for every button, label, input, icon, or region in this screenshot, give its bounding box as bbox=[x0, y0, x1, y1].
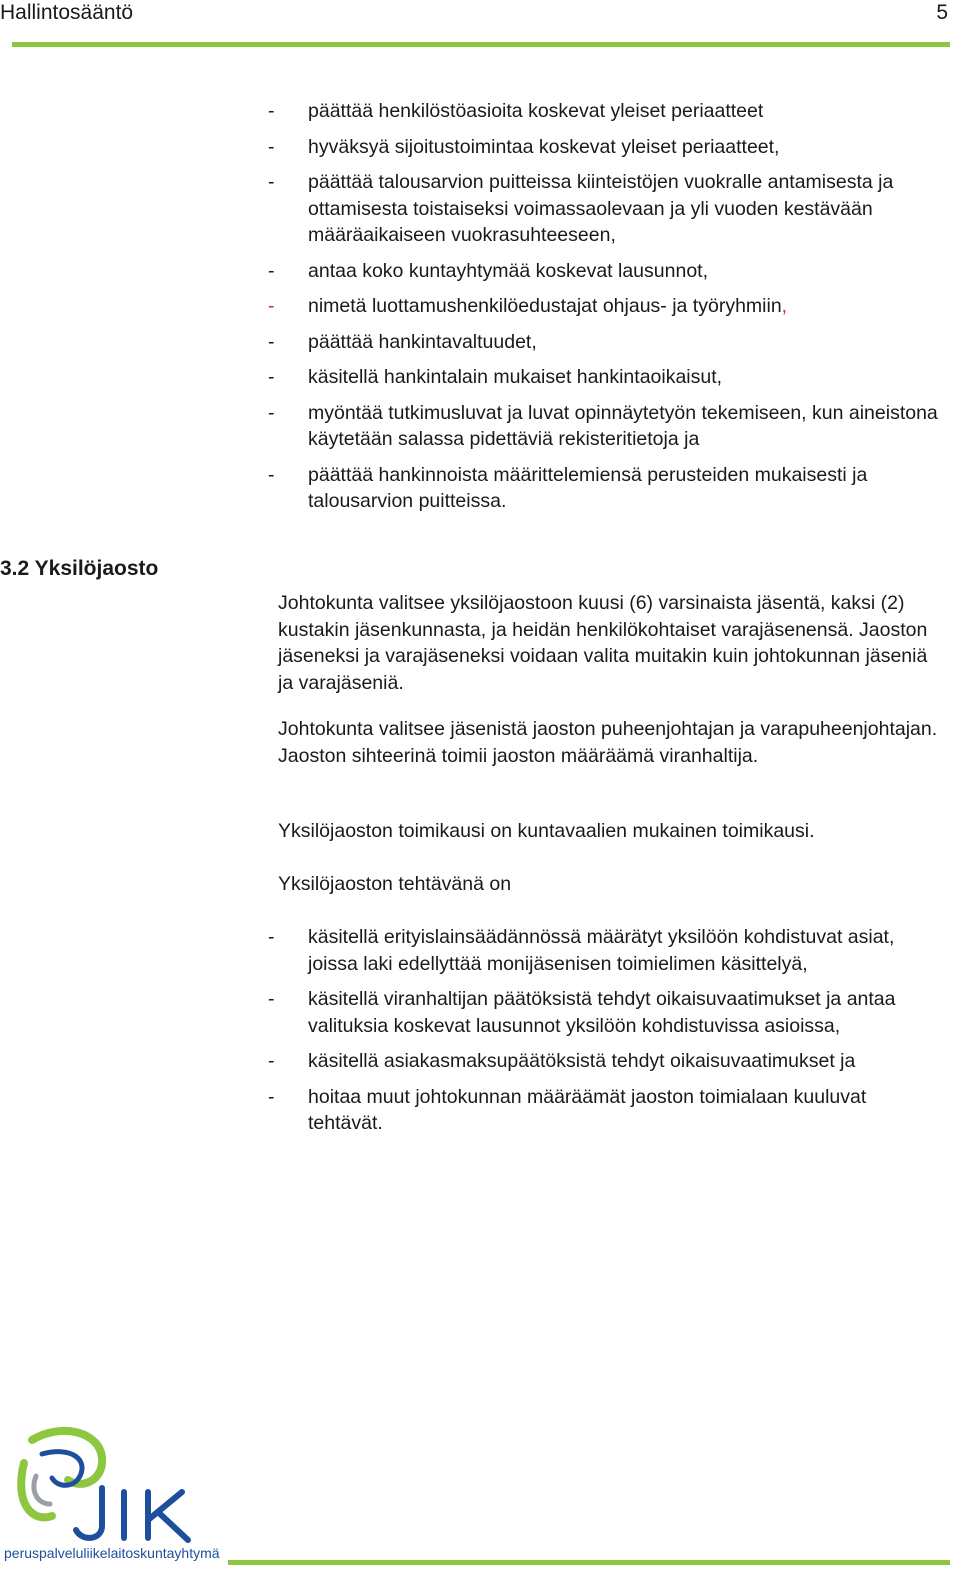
list-item-text: päättää henkilöstöasioita koskevat yleiset periaatteet bbox=[308, 100, 764, 122]
logo-letter-j bbox=[76, 1488, 102, 1538]
list-item bbox=[268, 364, 938, 391]
list-item-text: käsitellä asiakasmaksupäätöksistä tehdyt oikaisuvaatimukset ja bbox=[308, 1050, 856, 1072]
list-dash: - bbox=[268, 988, 275, 1010]
logo-green-swirl bbox=[32, 1431, 102, 1484]
logo-caption: peruspalveluliikelaitoskuntayhtymä bbox=[4, 1545, 220, 1561]
list-item bbox=[268, 986, 938, 1039]
list-item-text: myöntää tutkimusluvat ja luvat opinnäytetyön tekemiseen, kun aineistona käytetään salassa pidettäviä rekisteritietoja ja bbox=[308, 401, 938, 450]
section-paragraph: Yksilöjaoston tehtävänä on bbox=[278, 873, 512, 895]
logo-gray-swirl bbox=[34, 1476, 50, 1504]
list-dash: - bbox=[268, 135, 275, 158]
section-paragraph: Johtokunta valitsee jäsenistä jaoston puheenjohtajan ja varapuheenjohtajan. Jaoston sihteerinä toimii jaoston määräämä viranhaltija. bbox=[278, 718, 938, 767]
tasks-list bbox=[268, 924, 938, 1137]
header-divider bbox=[12, 42, 950, 47]
list-item-text: käsitellä hankintalain mukaiset hankintaoikaisut, bbox=[308, 366, 723, 388]
list-dash: - bbox=[268, 463, 275, 486]
list-item bbox=[268, 400, 938, 453]
list-dash: - bbox=[268, 1050, 275, 1072]
section-paragraph: Yksilöjaoston toimikausi on kuntavaalien mukainen toimikausi. bbox=[278, 820, 815, 842]
list-item-text: päättää hankinnoista määrittelemiensä perusteiden mukaisesti ja talousarvion puitteissa. bbox=[308, 463, 868, 512]
page-number: 5 bbox=[936, 1, 948, 24]
list-item-text: päättää hankintavaltuudet, bbox=[308, 330, 537, 353]
list-item-text: hoitaa muut johtokunnan määräämät jaoston toimialaan kuuluvat tehtävät. bbox=[308, 1085, 867, 1134]
list-item-text: käsitellä viranhaltijan päätöksistä tehdyt oikaisuvaatimukset ja antaa valituksia koskevat lausunnot yksilöön kohdistuvissa asioissa, bbox=[308, 988, 896, 1037]
list-item bbox=[268, 329, 938, 356]
list-dash-red: - bbox=[268, 295, 275, 317]
document-title: Hallintosääntö bbox=[0, 1, 134, 24]
red-comma: , bbox=[781, 295, 788, 317]
section-paragraph: Johtokunta valitsee yksilöjaostoon kuusi (6) varsinaista jäsentä, kaksi (2) kustakin jäsenkunnasta, ja heidän henkilökohtaiset varajäsenensä. Jaoston jäseneksi ja varajäseneksi voidaan valita muitakin kuin johtokunnan jäseniä ja varajäseniä. bbox=[278, 592, 928, 694]
list-item bbox=[268, 924, 938, 977]
list-dash: - bbox=[268, 330, 275, 353]
list-item bbox=[268, 169, 938, 249]
list-item-text: käsitellä erityislainsäädännössä määrätyt yksilöön kohdistuvat asiat, joissa laki edellyttää monijäsenisen toimielimen käsittelyä, bbox=[308, 926, 895, 975]
list-item-text: hyväksyä sijoitustoimintaa koskevat yleiset periaatteet, bbox=[308, 135, 780, 158]
list-item bbox=[268, 293, 938, 320]
list-dash: - bbox=[268, 259, 275, 282]
list-item bbox=[268, 1048, 938, 1075]
list-dash: - bbox=[268, 171, 275, 193]
duties-list bbox=[268, 98, 938, 515]
list-item bbox=[268, 1084, 938, 1137]
list-dash: - bbox=[268, 401, 275, 424]
list-item bbox=[268, 134, 938, 161]
list-dash: - bbox=[268, 1085, 275, 1108]
list-dash: - bbox=[268, 366, 275, 388]
list-dash: - bbox=[268, 926, 275, 948]
logo-blue-swirl bbox=[42, 1452, 82, 1486]
section-heading: 3.2 Yksilöjaosto bbox=[0, 557, 159, 580]
footer-divider bbox=[228, 1560, 950, 1565]
list-item-text: nimetä luottamushenkilöedustajat ohjaus- ja työryhmiin bbox=[308, 295, 782, 317]
list-dash: - bbox=[268, 100, 275, 122]
list-item bbox=[268, 258, 938, 285]
list-item bbox=[268, 462, 938, 515]
list-item bbox=[268, 98, 938, 125]
logo-letter-k bbox=[148, 1492, 188, 1540]
list-item-text: antaa koko kuntayhtymää koskevat lausunnot, bbox=[308, 259, 708, 282]
list-item-text: päättää talousarvion puitteissa kiinteistöjen vuokralle antamisesta ja ottamisesta toistaiseksi voimassaolevaan ja yli vuoden kestävään määräaikaiseen vuokrasuhteeseen, bbox=[308, 171, 894, 246]
